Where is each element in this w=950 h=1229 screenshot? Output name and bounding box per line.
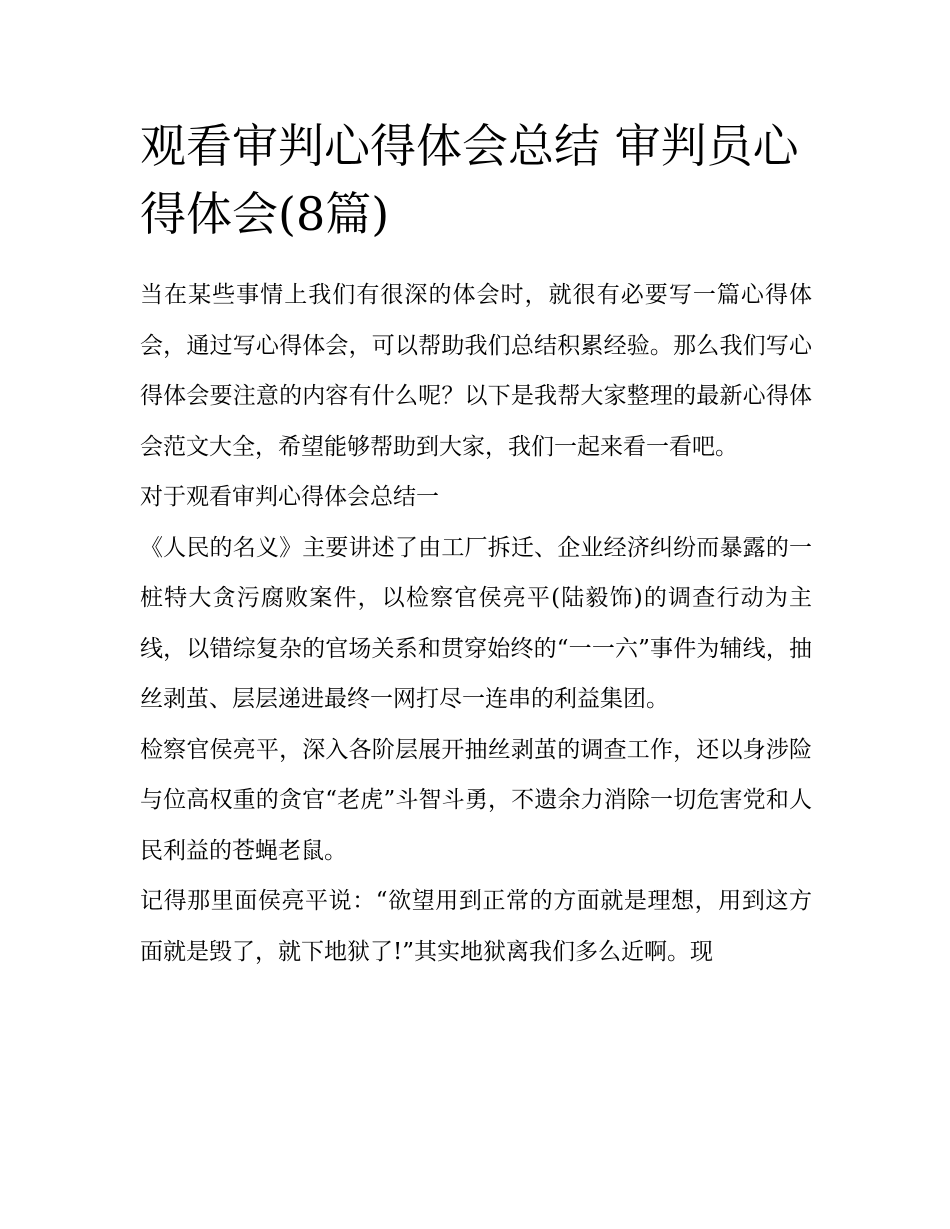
paragraph-plot-summary: 《人民的名义》主要讲述了由工厂拆迁、企业经济纠纷而暴露的一桩特大贪污腐败案件，以检察官侯亮平(陆毅饰)的调查行动为主线，以错综复杂的官场关系和贯穿始终的“一一六”事件为辅线，抽丝剥茧、层层递进最终一网打尽一连串的利益集团。	[140, 534, 812, 712]
paragraph-prosecutor: 检察官侯亮平，深入各阶层展开抽丝剥茧的调查工作，还以身涉险与位高权重的贪官“老虎”斗智斗勇，不遗余力消除一切危害党和人民利益的苍蝇老鼠。	[140, 736, 812, 864]
document-content	[140, 112, 812, 977]
document-title: 观看审判心得体会总结 审判员心得体会(8篇)	[140, 119, 799, 241]
paragraph-quote: 记得那里面侯亮平说：“欲望用到正常的方面就是理想，用到这方面就是毁了，就下地狱了!”其实地狱离我们多么近啊。现	[140, 888, 812, 965]
paragraph-intro: 当在某些事情上我们有很深的体会时，就很有必要写一篇心得体会，通过写心得体会，可以帮助我们总结积累经验。那么我们写心得体会要注意的内容有什么呢？以下是我帮大家整理的最新心得体会范文大全，希望能够帮助到大家，我们一起来看一看吧。	[140, 282, 812, 460]
section-heading: 对于观看审判心得体会总结一	[140, 484, 439, 510]
